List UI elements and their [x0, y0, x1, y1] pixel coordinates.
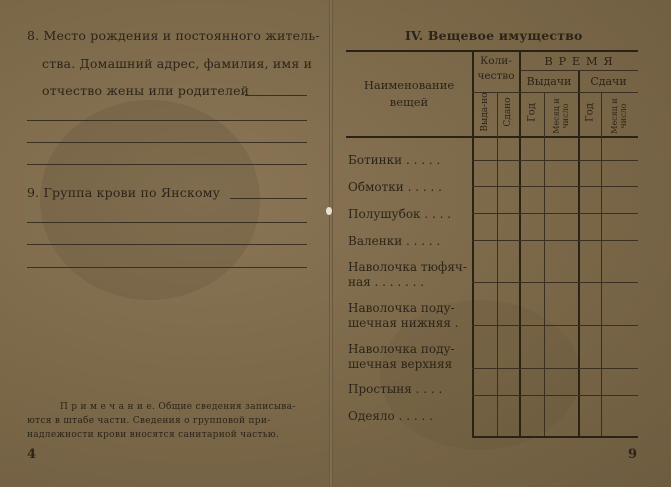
table-row-line — [472, 395, 638, 396]
table-row-line — [472, 368, 638, 369]
col-name-header-2: вещей — [389, 95, 429, 109]
table-bottom-border — [472, 436, 638, 438]
fill-line — [27, 244, 307, 245]
item-upper-pillowcase-2: шечная верхняя — [348, 357, 453, 371]
table-col-divider — [472, 50, 474, 436]
table-col-divider — [601, 92, 602, 436]
col-qty-returned-header: Сдано — [503, 97, 513, 127]
item-mattress-cover-1: Наволочка тюфяч- — [348, 260, 467, 274]
fill-line — [230, 198, 307, 199]
table-row-line — [472, 186, 638, 187]
col-return-header: Сдачи — [590, 75, 627, 88]
table-row-line — [472, 282, 638, 283]
item-blanket: Одеяло . . . . . — [348, 409, 433, 423]
col-issue-year-header: Год — [526, 103, 538, 122]
fill-line — [27, 164, 307, 165]
note-line-2: ются в штабе части. Сведения о групповой при- — [27, 416, 271, 426]
item-lower-pillowcase-1: Наволочка поду- — [348, 301, 455, 315]
item-felt-boots: Валенки . . . . . — [348, 234, 441, 248]
field-8-line-2: ства. Домашний адрес, фамилия, имя и — [42, 56, 313, 71]
fill-line — [27, 120, 307, 121]
section-title: IV. Вещевое имущество — [405, 28, 583, 43]
table-top-border — [346, 50, 638, 52]
col-issue-month-header: Месяц и число — [552, 98, 570, 134]
table-row-line — [472, 240, 638, 241]
item-puttees: Обмотки . . . . . — [348, 180, 442, 194]
col-qty-header-1: Коли- — [480, 55, 512, 67]
item-boots: Ботинки . . . . . — [348, 153, 441, 167]
item-mattress-cover-2: ная . . . . . . . — [348, 275, 425, 289]
paper-hole — [326, 207, 332, 215]
table-col-divider — [578, 70, 580, 436]
table-row-line — [472, 160, 638, 161]
field-9: 9. Группа крови по Янскому — [27, 185, 221, 200]
col-qty-header-2: чество — [477, 70, 515, 82]
fill-line — [27, 222, 307, 223]
col-issue-header: Выдачи — [526, 75, 572, 88]
table-col-divider — [497, 92, 498, 436]
col-return-year-header: Год — [584, 103, 596, 122]
page-fold — [329, 0, 333, 487]
fill-line — [27, 142, 307, 143]
col-time-header: В Р Е М Я — [544, 54, 614, 68]
table-col-divider — [544, 92, 545, 436]
item-sheepskin-coat: Полушубок . . . . — [348, 207, 452, 221]
col-return-month-header: Месяц и число — [610, 98, 628, 134]
fill-line — [245, 95, 307, 96]
field-8-line-3: отчество жены или родителей — [42, 83, 250, 98]
item-lower-pillowcase-2: шечная нижняя . — [348, 316, 459, 330]
header-sub-line — [519, 70, 638, 71]
table-row-line — [472, 213, 638, 214]
col-name-header-1: Наименование — [363, 78, 455, 92]
page-number-right: 9 — [628, 447, 638, 462]
table-col-divider — [519, 50, 521, 436]
paper-stain — [40, 100, 260, 300]
item-sheet: Простыня . . . . — [348, 382, 443, 396]
table-row-line — [472, 325, 638, 326]
col-qty-issued-header: Выда-но — [480, 92, 490, 132]
note-line-1: П р и м е ч а н и е. Общие сведения записыва- — [60, 402, 296, 412]
item-upper-pillowcase-1: Наволочка поду- — [348, 342, 455, 356]
field-8-line-1: 8. Место рождения и постоянного житель- — [27, 28, 320, 43]
note-line-3: надлежности крови вносятся санитарной частью. — [27, 430, 280, 440]
page-number-left: 4 — [27, 447, 37, 462]
fill-line — [27, 267, 307, 268]
